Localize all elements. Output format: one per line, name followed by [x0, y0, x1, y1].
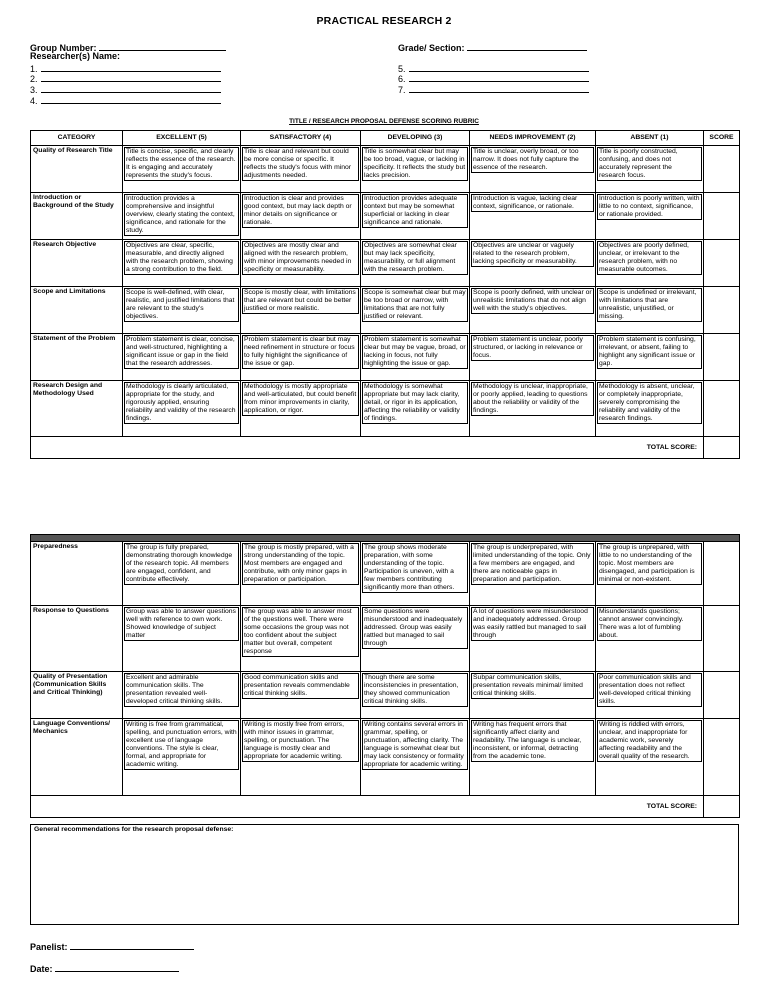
table-divider-bar [31, 535, 740, 542]
name-line-5[interactable]: 5. [398, 62, 589, 75]
table-row [31, 334, 740, 381]
name-line-4[interactable]: 4. [30, 94, 221, 107]
criteria-cell: Writing is free from grammatical, spelling, and punctuation errors, with excellent use of language conventions. The style is clear, formal, and appropriate for academic writing. [124, 720, 239, 770]
header-needs-improvement: NEEDS IMPROVEMENT (2) [470, 131, 596, 146]
criteria-cell: Objectives are poorly defined, unclear, or irrelevant to the research problem, with no measurable outcomes. [597, 241, 702, 275]
criteria-cell: Writing is riddled with errors, unclear, and inappropriate for academic work, severely affecting readability and the overall quality of the research. [597, 720, 702, 762]
header-score: SCORE [704, 131, 740, 146]
criteria-cell: Objectives are unclear or vaguely related to the research problem, lacking specificity or measurability. [471, 241, 594, 267]
table-row [31, 146, 740, 193]
grade-section-line[interactable] [467, 41, 587, 51]
score-cell[interactable] [704, 287, 740, 334]
criteria-cell: Some questions were misunderstood and inadequately addressed. Group was easily rattled but managed to sail through [362, 607, 468, 649]
total-score-label: TOTAL SCORE: [31, 437, 704, 459]
criteria-cell: Methodology is somewhat appropriate but may lack clarity, detail, or rigor in its application, affecting the reliability or validity of findings. [362, 382, 468, 424]
criteria-cell: Scope is somewhat clear but may be too broad or narrow, with limitations that are not fully justified or relevant. [362, 288, 468, 322]
criteria-cell: Methodology is clearly articulated, appropriate for the study, and rigorously applied, ensuring reliability and validity of the research findings. [124, 382, 239, 424]
grade-section-field[interactable] [398, 41, 587, 54]
table-row [31, 193, 740, 240]
category-cell: Preparedness [31, 542, 123, 606]
criteria-cell: Introduction provides adequate context but may be somewhat superficial or lacking in clear significance and rationale. [362, 194, 468, 228]
criteria-cell: Subpar communication skills, presentation reveals minimal/ limited critical thinking skills. [471, 673, 594, 699]
criteria-cell: The group shows moderate preparation, with some understanding of the topic. Participation is uneven, with a few members contributing significantly more than others. [362, 543, 468, 593]
table-row [31, 381, 740, 437]
general-recommendations-box[interactable] [30, 824, 739, 925]
criteria-cell: Though there are some inconsistencies in presentation, they showed communication critical thinking skills. [362, 673, 468, 707]
criteria-cell: Problem statement is somewhat clear but may be vague, broad, or lacking in focus, not fully highlighting the issue or gap. [362, 335, 468, 369]
table-header-row [31, 131, 740, 146]
criteria-cell: Writing is mostly free from errors, with minor issues in grammar, spelling, or punctuation. The language is mostly clear and appropriate for academic writing. [242, 720, 359, 762]
name-line-3[interactable]: 3. [30, 83, 221, 96]
criteria-cell: Title is poorly constructed, confusing, and does not accurately represent the research focus. [597, 147, 702, 181]
header-excellent: EXCELLENT (5) [123, 131, 241, 146]
criteria-cell: Title is somewhat clear but may be too broad, vague, or lacking in specificity. It reflects the study but lacks precision. [362, 147, 468, 181]
criteria-cell: Writing contains several errors in grammar, spelling, or punctuation, affecting clarity. The language is somewhat clear but may lack consistency or formality appropriate for academic writing. [362, 720, 468, 770]
criteria-cell: Objectives are somewhat clear but may lack specificity, measurability, or full alignment with the research problem. [362, 241, 468, 275]
panelist-field[interactable] [30, 940, 194, 952]
panelist-label: Panelist: [30, 942, 68, 952]
category-cell: Introduction or Background of the Study [31, 193, 123, 240]
criteria-cell: Scope is mostly clear, with limitations that are relevant but could be better justified or more realistic. [242, 288, 359, 314]
score-cell[interactable] [704, 672, 740, 719]
table-row [31, 240, 740, 287]
total-score-label: TOTAL SCORE: [31, 796, 704, 818]
category-cell: Language Conventions/ Mechanics [31, 719, 123, 796]
table-row [31, 672, 740, 719]
score-cell[interactable] [704, 381, 740, 437]
score-cell[interactable] [704, 193, 740, 240]
name-line-6[interactable]: 6. [398, 72, 589, 85]
total-score-cell[interactable] [704, 437, 740, 459]
score-cell[interactable] [704, 606, 740, 672]
score-cell[interactable] [704, 719, 740, 796]
criteria-cell: Title is unclear, overly broad, or too narrow. It does not fully capture the essence of the research. [471, 147, 594, 173]
criteria-cell: Scope is poorly defined, with unclear or unrealistic limitations that do not align well with the study's objectives. [471, 288, 594, 314]
criteria-cell: The group was able to answer most of the questions well. There were some occasions the group was not too confident about the subject matter but overall, competent response [242, 607, 359, 657]
table-row [31, 606, 740, 672]
header-absent: ABSENT (1) [596, 131, 704, 146]
criteria-cell: Introduction is poorly written, with little to no context, significance, or rationale provided. [597, 194, 702, 220]
total-score-cell[interactable] [704, 796, 740, 818]
general-recommendations-label: General recommendations for the research proposal defense: [34, 826, 234, 833]
criteria-cell: Methodology is unclear, inappropriate, or poorly applied, leading to questions about the reliability or validity of the findings. [471, 382, 594, 416]
researchers-label: Researcher(s) Name: [30, 51, 121, 61]
table-row [31, 287, 740, 334]
table-row [31, 542, 740, 606]
category-cell: Quality of Presentation (Communication Skills and Critical Thinking) [31, 672, 123, 719]
criteria-cell: Introduction is vague, lacking clear context, significance, or rationale. [471, 194, 594, 212]
criteria-cell: The group is underprepared, with limited understanding of the topic. Only a few members are engaged, and there are noticeable gaps in preparation and participation. [471, 543, 594, 585]
group-number-line[interactable] [99, 41, 226, 51]
rubric-table-content [30, 130, 740, 459]
criteria-cell: Title is clear and relevant but could be more concise or specific. It reflects the study's focus with minor adjustments needed. [242, 147, 359, 181]
header-category: CATEGORY [31, 131, 123, 146]
criteria-cell: Group was able to answer questions well with reference to own work. Showed knowledge of subject matter [124, 607, 239, 641]
criteria-cell: Scope is well-defined, with clear, realistic, and justified limitations that are relevant to the study's objectives. [124, 288, 239, 322]
category-cell: Quality of Research Title [31, 146, 123, 193]
criteria-cell: Problem statement is unclear, poorly structured, or lacking in relevance or focus. [471, 335, 594, 361]
name-line-7[interactable]: 7. [398, 83, 589, 96]
date-line[interactable] [55, 962, 179, 972]
criteria-cell: The group is mostly prepared, with a strong understanding of the topic. Most members are engaged and contribute, with only minor gaps in preparation or participation. [242, 543, 359, 585]
document-title: PRACTICAL RESEARCH 2 [316, 15, 452, 27]
criteria-cell: Good communication skills and presentation reveals commendable critical thinking skills. [242, 673, 359, 699]
criteria-cell: Problem statement is clear but may need refinement in structure or focus to fully highlight the significance of the issue or gap. [242, 335, 359, 369]
header-developing: DEVELOPING (3) [361, 131, 470, 146]
total-row [31, 796, 740, 818]
criteria-cell: The group is unprepared, with little to no understanding of the topic. Most members are disengaged, and participation is minimal or non-existent. [597, 543, 702, 585]
criteria-cell: Problem statement is confusing, irrelevant, or absent, failing to highlight any significant issue or gap. [597, 335, 702, 369]
criteria-cell: Poor communication skills and presentation does not reflect well-developed critical thinking skills. [597, 673, 702, 707]
category-cell: Response to Questions [31, 606, 123, 672]
criteria-cell: Scope is undefined or irrelevant, with limitations that are unrealistic, unjustified, or missing. [597, 288, 702, 322]
score-cell[interactable] [704, 240, 740, 287]
date-field[interactable] [30, 962, 179, 974]
date-label: Date: [30, 964, 53, 974]
criteria-cell: Methodology is mostly appropriate and well-articulated, but could benefit from minor improvements in clarity, application, or rigor. [242, 382, 359, 416]
grade-section-label: Grade/ Section: [398, 43, 465, 53]
header-satisfactory: SATISFACTORY (4) [241, 131, 361, 146]
criteria-cell: Title is concise, specific, and clearly reflects the essence of the research. It is engaging and accurately represents the study's focus. [124, 147, 239, 181]
criteria-cell: The group is fully prepared, demonstrating thorough knowledge of the research topic. All members are engaged, confident, and contribute effectively. [124, 543, 239, 585]
category-cell: Scope and Limitations [31, 287, 123, 334]
name-line-2[interactable]: 2. [30, 72, 221, 85]
rubric-table-defense [30, 534, 740, 818]
score-cell[interactable] [704, 542, 740, 606]
criteria-cell: Excellent and admirable communication skills. The presentation revealed well-developed critical thinking skills. [124, 673, 239, 707]
rubric-title: TITLE / RESEARCH PROPOSAL DEFENSE SCORING RUBRIC [289, 118, 479, 125]
criteria-cell: A lot of questions were misunderstood and inadequately addressed. Group was easily rattled but managed to sail through [471, 607, 594, 641]
criteria-cell: Objectives are clear, specific, measurable, and directly aligned with the research problem, showing a strong contribution to the field. [124, 241, 239, 275]
group-number-label: Group Number: [30, 43, 97, 53]
score-cell[interactable] [704, 146, 740, 193]
criteria-cell: Objectives are mostly clear and aligned with the research problem, with minor improvements needed in specificity or measurability. [242, 241, 359, 275]
total-row [31, 437, 740, 459]
table-row [31, 719, 740, 796]
score-cell[interactable] [704, 334, 740, 381]
criteria-cell: Misunderstands questions; cannot answer convincingly. There was a lot of fumbling about. [597, 607, 702, 641]
panelist-line[interactable] [70, 940, 194, 950]
category-cell: Statement of the Problem [31, 334, 123, 381]
name-line-1[interactable]: 1. [30, 62, 221, 75]
criteria-cell: Introduction is clear and provides good context, but may lack depth or minor details on significance or rationale. [242, 194, 359, 228]
category-cell: Research Objective [31, 240, 123, 287]
criteria-cell: Methodology is absent, unclear, or completely inappropriate, severely compromising the reliability and validity of the research findings. [597, 382, 702, 424]
criteria-cell: Introduction provides a comprehensive and insightful overview, clearly stating the context, significance, and rationale for the study. [124, 194, 239, 236]
category-cell: Research Design and Methodology Used [31, 381, 123, 437]
criteria-cell: Writing has frequent errors that significantly affect clarity and readability. The language is unclear, inconsistent, or informal, detracting from the academic tone. [471, 720, 594, 762]
criteria-cell: Problem statement is clear, concise, and well-structured, highlighting a significant issue or gap in the field that the research addresses. [124, 335, 239, 369]
